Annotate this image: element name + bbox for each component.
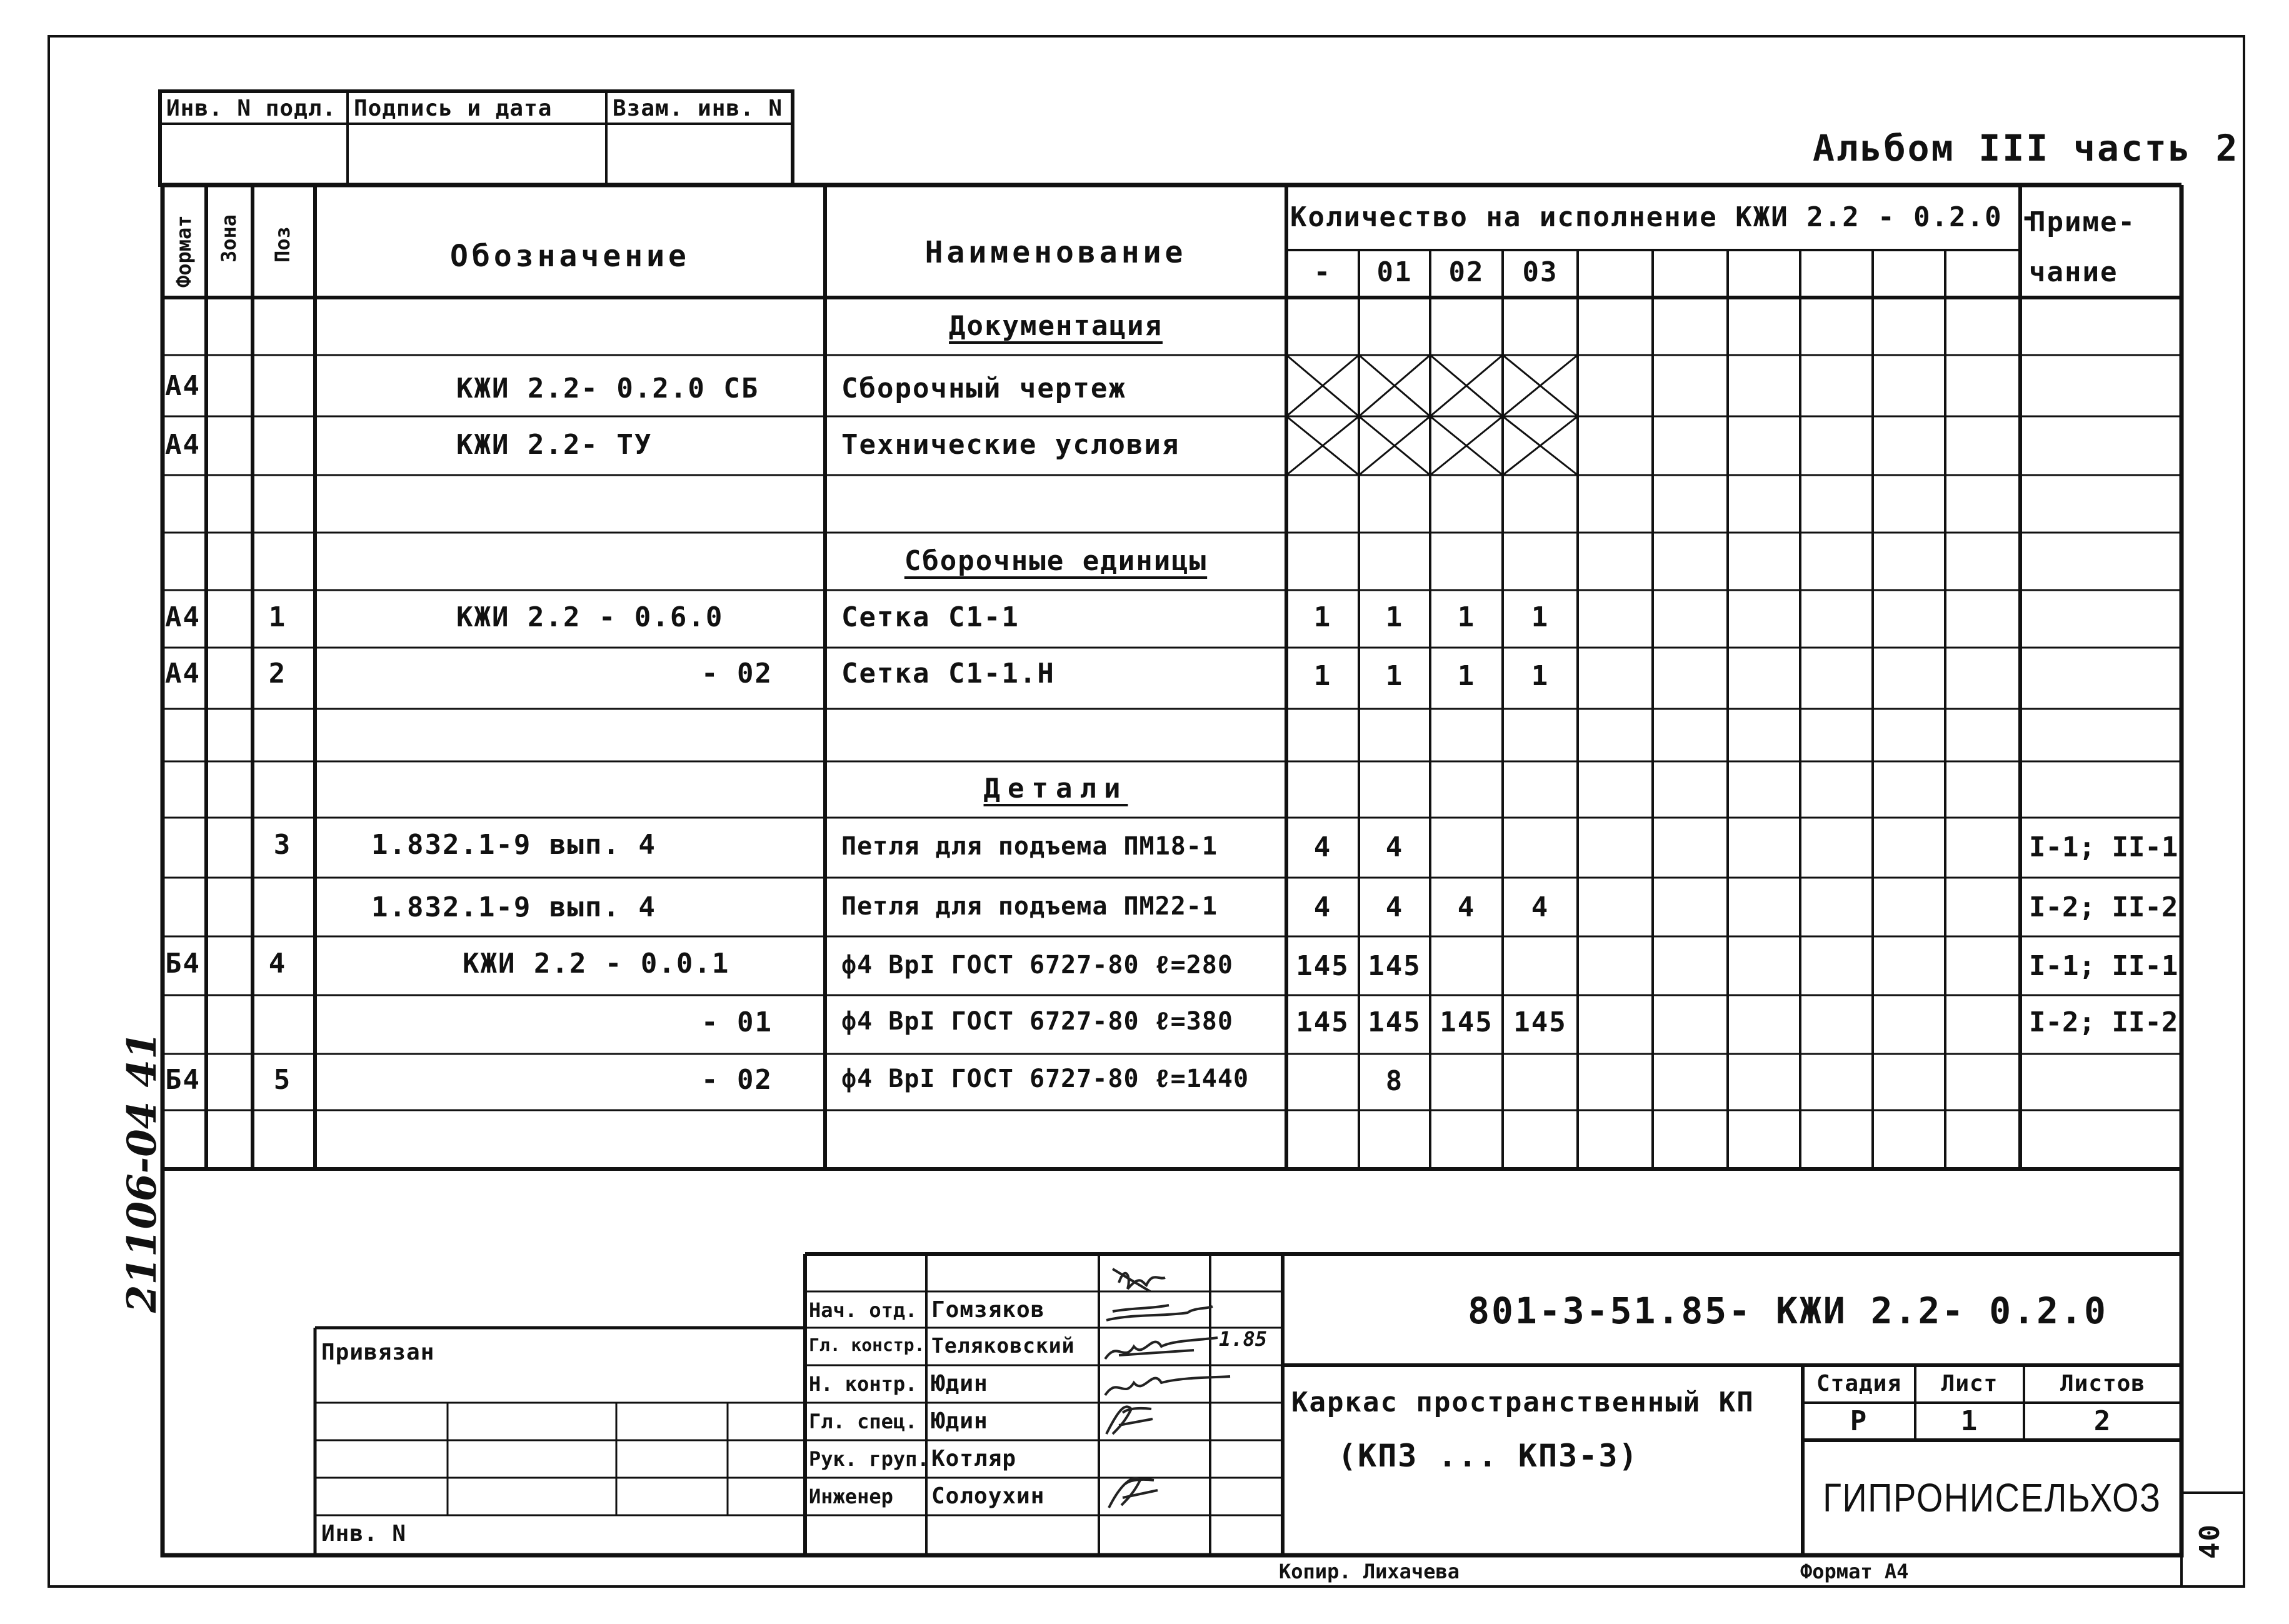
row-format: А4 bbox=[165, 429, 201, 461]
row-qty: 145 bbox=[1296, 1006, 1350, 1038]
role-label: Рук. груп. bbox=[809, 1447, 929, 1471]
row-qty: 1 bbox=[1385, 601, 1404, 633]
stamp-vzam-inv: Взам. инв. N bbox=[613, 96, 783, 121]
row-oboznachenie: - 01 bbox=[701, 1006, 773, 1038]
row-naimenovanie: Сетка С1-1 bbox=[841, 601, 1019, 633]
side-archive-number: 21106-04 41 bbox=[119, 1031, 166, 1313]
kopir-label: Копир. Лихачева bbox=[1279, 1560, 1460, 1583]
stadiya-label: Стадия bbox=[1816, 1371, 1902, 1396]
row-qty: 4 bbox=[1313, 831, 1332, 863]
header-variant-3: 03 bbox=[1522, 256, 1558, 288]
row-oboznachenie: 1.832.1-9 вып. 4 bbox=[371, 891, 656, 923]
row-qty: 145 bbox=[1440, 1006, 1493, 1038]
row-qty: 145 bbox=[1368, 1006, 1421, 1038]
row-naimenovanie: Петля для подъема ПМ18-1 bbox=[841, 832, 1218, 861]
row-qty: 1 bbox=[1385, 660, 1404, 692]
row-format: Б4 bbox=[165, 948, 201, 980]
row-qty: 1 bbox=[1531, 601, 1550, 633]
header-variant-1: 01 bbox=[1376, 256, 1413, 288]
header-naimenovanie: Наименование bbox=[924, 235, 1187, 270]
row-naimenovanie: ф4 ВрI ГОСТ 6727-80 ℓ=380 bbox=[841, 1007, 1233, 1036]
organization-name: ГИПРОНИСЕЛЬХОЗ bbox=[1823, 1475, 2161, 1520]
row-format: А4 bbox=[165, 370, 201, 402]
row-format: А4 bbox=[165, 601, 201, 633]
page-number: 40 bbox=[2194, 1523, 2226, 1559]
header-primechanie-2: чание bbox=[2029, 256, 2118, 288]
row-qty: 1 bbox=[1531, 660, 1550, 692]
row-qty: 4 bbox=[1385, 831, 1404, 863]
row-oboznachenie: 1.832.1-9 вып. 4 bbox=[371, 829, 656, 861]
row-qty: 1 bbox=[1457, 601, 1476, 633]
row-naimenovanie: Петля для подъема ПМ22-1 bbox=[841, 892, 1218, 921]
row-qty: 4 bbox=[1385, 891, 1404, 923]
header-variant-2: 02 bbox=[1448, 256, 1485, 288]
row-oboznachenie: - 02 bbox=[701, 1064, 773, 1096]
role-name: Гомзяков bbox=[931, 1297, 1045, 1323]
listov-value: 2 bbox=[2093, 1405, 2112, 1437]
header-variant-0: - bbox=[1313, 256, 1332, 288]
row-format: А4 bbox=[165, 658, 201, 689]
product-name-line1: Каркас пространственный КП bbox=[1291, 1386, 1755, 1418]
section-title: Сборочные единицы bbox=[904, 545, 1208, 577]
row-poz: 3 bbox=[273, 829, 292, 861]
row-note: I-2; II-2 bbox=[2029, 891, 2178, 923]
stamp-podpis-data: Подпись и дата bbox=[354, 96, 553, 121]
stadiya-value: Р bbox=[1850, 1405, 1868, 1437]
row-note: I-1; II-1 bbox=[2029, 950, 2178, 982]
row-oboznachenie: - 02 bbox=[701, 658, 773, 689]
header-oboznachenie: Обозначение bbox=[450, 239, 690, 274]
inv-n-label: Инв. N bbox=[321, 1521, 407, 1546]
section-title: Детали bbox=[983, 773, 1128, 804]
row-naimenovanie: Сетка С1-1.Н bbox=[841, 658, 1055, 689]
role-label: Гл. констр. bbox=[809, 1335, 925, 1355]
role-name: Котляр bbox=[931, 1446, 1017, 1471]
header-kolichestvo: Количество на исполнение КЖИ 2.2 - 0.2.0 - bbox=[1290, 201, 2038, 233]
row-naimenovanie: Сборочный чертеж bbox=[841, 373, 1126, 404]
row-poz: 2 bbox=[268, 658, 287, 689]
row-qty: 4 bbox=[1531, 891, 1550, 923]
role-label: Н. контр. bbox=[809, 1372, 918, 1396]
list-value: 1 bbox=[1960, 1405, 1979, 1437]
row-naimenovanie: ф4 ВрI ГОСТ 6727-80 ℓ=280 bbox=[841, 951, 1233, 980]
row-poz: 4 bbox=[268, 948, 287, 980]
row-oboznachenie: КЖИ 2.2- 0.2.0 СБ bbox=[456, 373, 759, 404]
section-title: Документация bbox=[949, 310, 1163, 342]
row-format: Б4 bbox=[165, 1064, 201, 1096]
row-qty: 145 bbox=[1296, 950, 1350, 982]
header-poz: Поз bbox=[271, 226, 294, 263]
role-label: Инженер bbox=[809, 1485, 893, 1508]
row-poz: 1 bbox=[268, 601, 287, 633]
row-qty: 1 bbox=[1457, 660, 1476, 692]
role-name: Солоухин bbox=[931, 1483, 1045, 1509]
row-oboznachenie: КЖИ 2.2 - 0.6.0 bbox=[456, 601, 724, 633]
album-label: Альбом III часть 2 bbox=[1813, 127, 2240, 169]
header-zona: Зона bbox=[217, 214, 241, 263]
row-qty: 145 bbox=[1368, 950, 1421, 982]
list-label: Лист bbox=[1941, 1371, 1998, 1396]
row-note: I-1; II-1 bbox=[2029, 831, 2178, 863]
row-qty: 8 bbox=[1385, 1065, 1404, 1097]
row-qty: 1 bbox=[1313, 660, 1332, 692]
stamp-inv-podl: Инв. N подл. bbox=[166, 96, 337, 121]
row-oboznachenie: КЖИ 2.2- ТУ bbox=[456, 429, 653, 461]
row-note: I-2; II-2 bbox=[2029, 1006, 2178, 1038]
privyazan-label: Привязан bbox=[321, 1340, 435, 1365]
role-label: Гл. спец. bbox=[809, 1410, 918, 1433]
document-designation: 801-3-51.85- КЖИ 2.2- 0.2.0 bbox=[1468, 1290, 2108, 1332]
row-qty: 4 bbox=[1313, 891, 1332, 923]
role-name: Теляковский bbox=[931, 1333, 1075, 1358]
row-qty: 145 bbox=[1513, 1006, 1567, 1038]
role-name: Юдин bbox=[931, 1408, 988, 1434]
header-primechanie-1: Приме- bbox=[2029, 206, 2136, 238]
header-format: Формат bbox=[172, 215, 196, 288]
role-name: Юдин bbox=[931, 1371, 988, 1396]
row-naimenovanie: ф4 ВрI ГОСТ 6727-80 ℓ=1440 bbox=[841, 1065, 1250, 1093]
row-poz: 5 bbox=[273, 1064, 292, 1096]
row-qty: 4 bbox=[1457, 891, 1476, 923]
product-name-line2: (КП3 ... КП3-3) bbox=[1338, 1438, 1639, 1474]
role-label: Нач. отд. bbox=[809, 1298, 918, 1322]
row-oboznachenie: КЖИ 2.2 - 0.0.1 bbox=[463, 948, 730, 980]
row-naimenovanie: Технические условия bbox=[841, 429, 1180, 461]
format-label: Формат А4 bbox=[1800, 1560, 1909, 1583]
date-note: 1.85 bbox=[1219, 1327, 1268, 1351]
listov-label: Листов bbox=[2060, 1371, 2146, 1396]
row-qty: 1 bbox=[1313, 601, 1332, 633]
